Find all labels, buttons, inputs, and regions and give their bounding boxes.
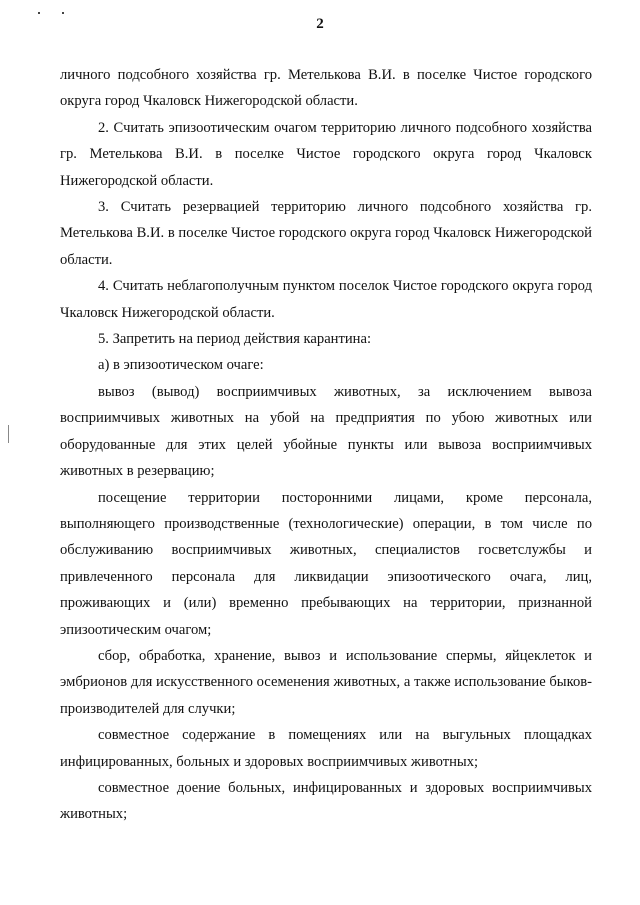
document-body <box>60 62 592 828</box>
page-number: 2 <box>316 16 324 32</box>
paragraph-item-3: 3. Считать резервацией территорию личного подсобного хозяйства гр. Метелькова В.И. в поселке Чистое городского округа город Чкаловск Нижегородской области. <box>60 199 592 268</box>
scan-edge-mark <box>8 425 9 443</box>
paragraph-joint-keeping-ban: совместное содержание в помещениях или на выгульных площадках инфицированных, больных и здоровых восприимчивых животных; <box>60 727 592 770</box>
paragraph-subitem-a: а) в эпизоотическом очаге: <box>98 357 264 374</box>
paragraph-item-2: 2. Считать эпизоотическим очагом территорию личного подсобного хозяйства гр. Метелькова В.И. в поселке Чистое городского округа город Чкаловск Нижегородской области. <box>60 119 592 189</box>
paragraph-export-ban: вывоз (вывод) восприимчивых животных, за исключением вывоза восприимчивых животных на убой на предприятия по убою животных или оборудованные для этих целей убойные пункты или вывоза восприимчивых животных в резервацию; <box>60 383 592 480</box>
paragraph-item-5: 5. Запретить на период действия карантина: <box>98 331 372 348</box>
paragraph-item-4: 4. Считать неблагополучным пунктом поселок Чистое городского округа город Чкаловск Нижегородской области. <box>60 278 592 321</box>
paragraph-joint-milking-ban: совместное доение больных, инфицированных и здоровых восприимчивых животных; <box>60 779 592 823</box>
scan-speck <box>38 12 40 14</box>
scan-speck <box>62 12 64 14</box>
paragraph-continuation: личного подсобного хозяйства гр. Метелькова В.И. в поселке Чистое городского округа город Чкаловск Нижегородской области. <box>60 67 592 110</box>
paragraph-sperm-ban: сбор, обработка, хранение, вывоз и использование спермы, яйцеклеток и эмбрионов для искусственного осеменения животных, а также использование быков-производителей для случки; <box>60 647 592 717</box>
paragraph-visit-ban: посещение территории посторонними лицами, кроме персонала, выполняющего производственные (технологические) операции, в том числе по обслуживанию восприимчивых животных, специалистов госветслужбы и привлеченного персонала для ликвидации эпизоотического очага, лиц, проживающих и (или) временно пребывающих на территории, признанной эпизоотическим очагом; <box>60 489 592 638</box>
